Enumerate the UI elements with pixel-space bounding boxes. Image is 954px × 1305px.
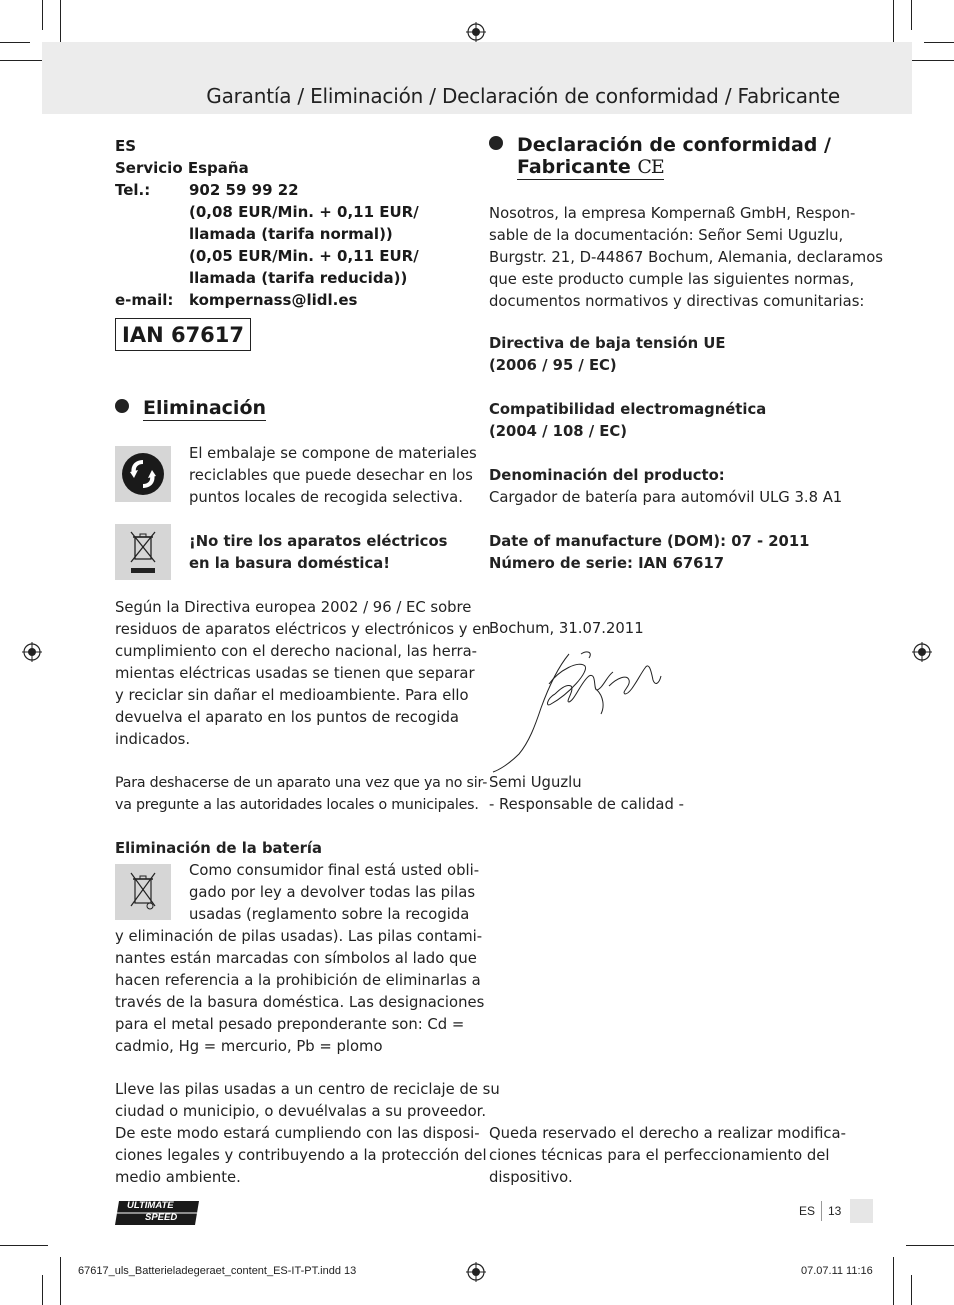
text-line: para el metal pesado preponderante son: Cd = <box>115 1016 465 1033</box>
brand-bottom: SPEED <box>145 1212 178 1223</box>
language-code: ES <box>799 1204 816 1218</box>
signature-image <box>489 646 669 774</box>
text-line: que este producto cumple las siguientes normas, <box>489 271 855 288</box>
text-line: en la basura doméstica! <box>189 555 390 572</box>
manufacture-info <box>489 531 809 575</box>
text-line: documentos normativos y directivas comunitarias: <box>489 293 865 310</box>
declaration-heading-line: Fabricante <box>517 156 631 178</box>
rate-normal-line: llamada (tarifa normal)) <box>189 225 393 243</box>
low-voltage-directive <box>489 333 725 377</box>
print-date-time: 07.07.11 11:16 <box>801 1265 873 1277</box>
text-line: va pregunte a las autoridades locales o municipales. <box>115 797 479 813</box>
crop-mark <box>60 0 61 48</box>
text-line: indicados. <box>115 731 191 748</box>
text-line: Como consumidor final está usted obli- <box>189 862 480 879</box>
text-line: cumplimiento con el derecho nacional, las herra- <box>115 643 478 660</box>
crop-mark <box>906 60 954 61</box>
crop-mark <box>0 1245 48 1246</box>
crop-mark <box>0 60 48 61</box>
registration-mark-icon <box>912 642 932 662</box>
text-line: puntos locales de recogida selectiva. <box>189 489 463 506</box>
declaration-heading <box>489 134 831 178</box>
recycling-center-text <box>115 1079 500 1189</box>
crop-mark <box>42 1275 43 1305</box>
crop-mark <box>42 0 43 30</box>
page-title: Garantía / Eliminación / Declaración de conformidad / Fabricante <box>206 84 840 108</box>
tel-label: Tel.: <box>115 181 151 199</box>
email-label: e-mail: <box>115 291 174 309</box>
text-line: usadas (reglamento sobre la recogida <box>189 906 470 923</box>
text-line: hacen referencia a la prohibición de eliminarlas a <box>115 972 481 989</box>
service-name: Servicio España <box>115 159 249 177</box>
product-label: Denominación del producto: <box>489 467 725 484</box>
text-line: devuelva el aparato en los puntos de recogida <box>115 709 459 726</box>
text-line: ciudad o municipio, o devuélvalas a su proveedor. <box>115 1103 487 1120</box>
tel-number: 902 59 99 22 <box>189 181 299 199</box>
brand-logo <box>115 1199 201 1227</box>
crop-mark <box>60 1257 61 1305</box>
ian-box: IAN 67617 <box>115 318 251 351</box>
text-line: (2006 / 95 / EC) <box>489 357 617 374</box>
signer-block <box>489 772 684 816</box>
product-designation <box>489 465 842 509</box>
text-line: Según la Directiva europea 2002 / 96 / EC sobre <box>115 599 472 616</box>
crop-mark <box>893 1257 894 1305</box>
text-line: mientas eléctricas usadas se tienen que separar <box>115 665 475 682</box>
text-line: medio ambiente. <box>115 1169 241 1186</box>
text-line: El embalaje se compone de materiales <box>189 445 477 462</box>
date-of-manufacture: Date of manufacture (DOM): 07 - 2011 <box>489 533 810 550</box>
text-line: gado por ley a devolver todas las pilas <box>189 884 476 901</box>
text-line: dispositivo. <box>489 1169 573 1186</box>
battery-heading: Eliminación de la batería <box>115 840 322 857</box>
crop-mark <box>911 0 912 30</box>
text-line: Queda reservado el derecho a realizar modifica- <box>489 1125 846 1142</box>
rate-normal-line: (0,08 EUR/Min. + 0,11 EUR/ <box>189 203 419 221</box>
declaration-heading-line: Declaración de conformidad / <box>517 134 831 156</box>
registration-mark-icon <box>466 22 486 42</box>
text-line: reciclables que puede desechar en los <box>189 467 473 484</box>
bullet-icon <box>115 399 129 413</box>
battery-text-short <box>189 860 479 926</box>
battery-text <box>115 926 484 1058</box>
rate-reduced-line: llamada (tarifa reducida)) <box>189 269 408 287</box>
emc-directive <box>489 399 766 443</box>
page-tab-marker <box>850 1199 873 1223</box>
text-line: nantes están marcadas con símbolos al lado que <box>115 950 477 967</box>
text-line: través de la basura doméstica. Las designaciones <box>115 994 485 1011</box>
product-name: Cargador de batería para automóvil ULG 3.8 A1 <box>489 489 843 506</box>
text-line: ciones técnicas para el perfeccionamiento del <box>489 1147 830 1164</box>
ce-mark-icon: CE <box>637 156 664 178</box>
text-line: Compatibilidad electromagnética <box>489 401 767 418</box>
text-line: ¡No tire los aparatos eléctricos <box>189 533 448 550</box>
crop-mark <box>893 0 894 48</box>
text-line: sable de la documentación: Señor Semi Uguzlu, <box>489 227 844 244</box>
crop-mark <box>0 42 30 43</box>
country-code: ES <box>115 137 137 155</box>
text-line: Burgstr. 21, D-44867 Bochum, Alemania, declaramos <box>489 249 883 266</box>
page-number: 13 <box>828 1204 842 1218</box>
signer-name: Semi Uguzlu <box>489 774 582 791</box>
packaging-text <box>189 443 477 509</box>
no-household-waste-warning <box>189 531 447 575</box>
text-line: De este modo estará cumpliendo con las disposi- <box>115 1125 480 1142</box>
crop-mark <box>924 42 954 43</box>
text-line: ciones legales y contribuyendo a la protección del <box>115 1147 487 1164</box>
divider <box>821 1201 822 1221</box>
declaration-heading-underlined <box>517 156 664 180</box>
place-date: Bochum, 31.07.2011 <box>489 620 644 637</box>
text-line: Nosotros, la empresa Kompernaß GmbH, Respon- <box>489 205 856 222</box>
text-line: cadmio, Hg = mercurio, Pb = plomo <box>115 1038 383 1055</box>
bullet-icon <box>489 136 503 150</box>
email-address[interactable]: kompernass@lidl.es <box>189 291 358 309</box>
disposal-heading-text: Eliminación <box>143 397 267 419</box>
technical-reservation <box>489 1123 846 1189</box>
text-line: y reciclar sin dañar el medioambiente. Para ello <box>115 687 469 704</box>
text-line: y eliminación de pilas usadas). Las pilas contami- <box>115 928 483 945</box>
registration-mark-icon <box>22 642 42 662</box>
text-line: (2004 / 108 / EC) <box>489 423 627 440</box>
signer-role: - Responsable de calidad - <box>489 796 684 813</box>
file-name: 67617_uls_Batterieladegeraet_content_ES-IT-PT.indd 13 <box>78 1265 357 1277</box>
crop-mark <box>906 1245 954 1246</box>
text-line: Directiva de baja tensión UE <box>489 335 726 352</box>
brand-top: ULTIMATE <box>127 1200 174 1211</box>
text-line: Lleve las pilas usadas a un centro de reciclaje de su <box>115 1081 500 1098</box>
authority-text <box>115 772 487 816</box>
battery-bin-icon <box>115 864 171 920</box>
text-line: residuos de aparatos eléctricos y electrónicos y en <box>115 621 491 638</box>
weee-bin-icon <box>115 524 171 580</box>
crop-mark <box>911 1275 912 1305</box>
registration-mark-icon <box>466 1262 486 1282</box>
declaration-intro <box>489 203 883 313</box>
text-line: Para deshacerse de un aparato una vez que ya no sir- <box>115 775 488 791</box>
weee-directive-text <box>115 597 491 751</box>
recycle-icon <box>115 446 171 502</box>
serial-number: Número de serie: IAN 67617 <box>489 555 725 572</box>
rate-reduced-line: (0,05 EUR/Min. + 0,11 EUR/ <box>189 247 419 265</box>
disposal-heading <box>115 397 266 419</box>
